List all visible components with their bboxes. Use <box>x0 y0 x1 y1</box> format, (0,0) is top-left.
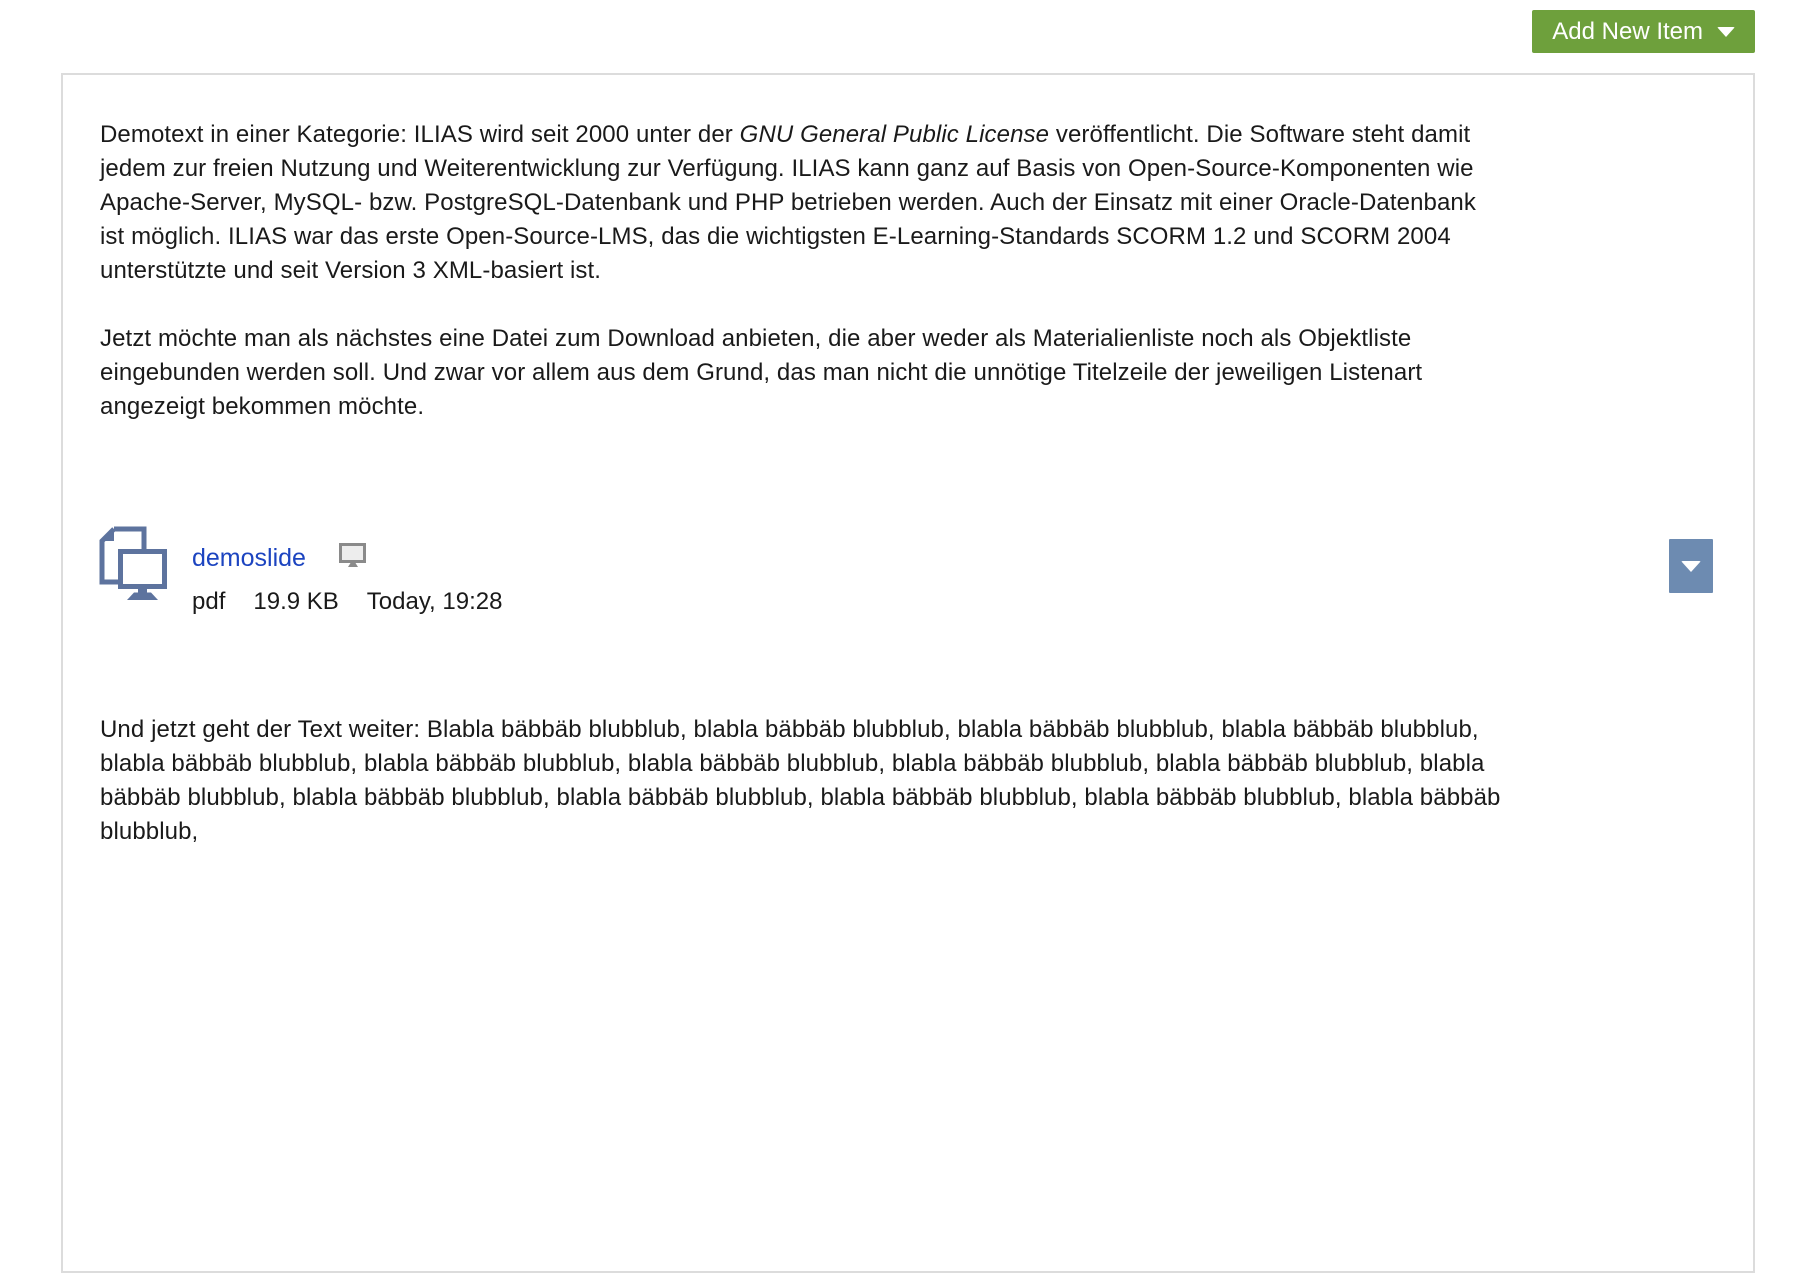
file-type: pdf <box>192 588 226 615</box>
file-text-block <box>192 526 502 616</box>
file-actions-dropdown-button[interactable] <box>1669 539 1713 593</box>
file-presentation-icon <box>97 526 167 611</box>
file-size: 19.9 KB <box>253 588 339 615</box>
add-new-item-button[interactable] <box>1532 10 1755 53</box>
file-meta <box>192 588 502 616</box>
file-title-line <box>192 543 502 573</box>
paragraph-intro-before: Demotext in einer Kategorie: ILIAS wird seit 2000 unter der <box>100 121 740 148</box>
file-title-link[interactable]: demoslide <box>192 544 306 572</box>
caret-down-icon <box>1717 27 1735 37</box>
paragraph-download: Jetzt möchte man als nächstes eine Datei zum Download anbieten, die aber weder als Materialienliste noch als Objektliste eingebunden werden soll. Und zwar vor allem aus dem Grund, das man nicht die unnötige Titelzeile der jeweiligen Listenart angezeigt bekommen möchte. <box>100 325 1423 420</box>
add-new-item-label: Add New Item <box>1552 17 1703 45</box>
monitor-icon <box>339 543 367 573</box>
paragraph-filler: Und jetzt geht der Text weiter: Blabla bäbbäb blubblub, blabla bäbbäb blubblub, blabla bäbbäb blubblub, blabla bäbbäb blubblub, blabla bäbbäb blubblub, blabla bäbbäb blubblub, blabla bäbbäb blubblub, blabla bäbbäb blubblub, blabla bäbbäb blubblub, blabla bäbbäb blubblub, blabla bäbbäb blubblub, blabla bäbbäb blubblub, blabla bäbbäb blubblub, blabla bäbbäb blubblub, blabla bäbbäb blubblub, <box>100 716 1501 845</box>
content-area <box>63 118 1753 849</box>
paragraph-intro-after: veröffentlicht. Die Software steht damit jedem zur freien Nutzung und Weiterentwicklung zur Verfügung. ILIAS kann ganz auf Basis von Open-Source-Komponenten wie Apache-Server, MySQL- bzw. PostgreSQL-Datenbank und PHP betrieben werden. Auch der Einsatz mit einer Oracle-Datenbank ist möglich. ILIAS war das erste Open-Source-LMS, das die wichtigsten E-Learning-Standards SCORM 1.2 und SCORM 2004 unterstützte und seit Version 3 XML-basiert ist. <box>100 121 1476 284</box>
paragraph-intro <box>100 118 1506 288</box>
paragraph-intro-italic: GNU General Public License <box>739 121 1050 148</box>
content-card <box>61 73 1755 1273</box>
file-date: Today, 19:28 <box>366 588 503 615</box>
file-item <box>100 526 1716 616</box>
chevron-down-icon <box>1681 561 1701 572</box>
